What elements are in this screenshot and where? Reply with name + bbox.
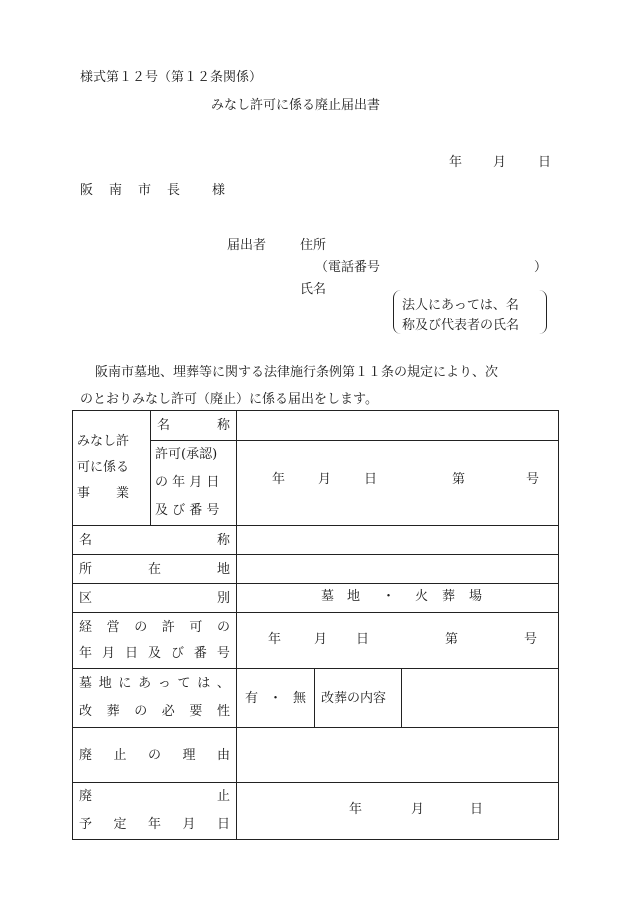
form-number: 様式第１２号（第１２条関係） bbox=[80, 70, 263, 85]
applicant-label: 届出者 bbox=[227, 238, 267, 253]
corp-note-line1: 法人にあっては、名 bbox=[402, 298, 519, 313]
name-label: 氏名 bbox=[300, 282, 327, 297]
phone-close-label: ） bbox=[534, 260, 548, 275]
name-field[interactable] bbox=[237, 526, 559, 555]
reburial-necessity-field bbox=[237, 669, 559, 728]
management-permit-label: 経 営 の 許 可 の 年 月 日 及 び 番 号 bbox=[73, 613, 237, 669]
abolition-reason-label: 廃 止 の 理 由 bbox=[73, 728, 237, 783]
business-name-label: 名 称 bbox=[151, 411, 237, 441]
planned-date-label: 廃 止 予 定 年 月 日 bbox=[73, 783, 237, 840]
yes-no-choice[interactable]: 有 ・ 無 bbox=[237, 669, 315, 727]
planned-date-field[interactable]: 年 月 日 bbox=[237, 783, 559, 840]
corp-note-line2: 称及び代表者の氏名 bbox=[402, 318, 520, 333]
abolition-reason-field[interactable] bbox=[237, 728, 559, 783]
class-row-label: 区 別 bbox=[73, 584, 237, 613]
date-month-label: 月 bbox=[493, 155, 507, 170]
location-row-label: 所 在 地 bbox=[73, 555, 237, 584]
reburial-content-label: 改葬の内容 bbox=[315, 669, 402, 727]
reburial-content-field[interactable] bbox=[402, 669, 558, 727]
class-field[interactable]: 墓 地 ・ 火 葬 場 bbox=[237, 584, 559, 613]
management-permit-field[interactable]: 年 月 日 第 号 bbox=[237, 613, 559, 669]
body-line-1: 阪南市墓地、埋葬等に関する法律施行条例第１１条の規定により、次 bbox=[95, 365, 499, 380]
name-row-label: 名 称 bbox=[73, 526, 237, 555]
page-title: みなし許可に係る廃止届出書 bbox=[211, 98, 381, 113]
location-field[interactable] bbox=[237, 555, 559, 584]
business-group-label: みなし許 可に係る 事 業 bbox=[73, 411, 151, 526]
reburial-necessity-label: 墓 地 に あ っ て は 、 改 葬 の 必 要 性 bbox=[73, 669, 237, 728]
phone-open-label: （電話番号 bbox=[315, 260, 381, 275]
permit-date-number-label: 許可(承認) の 年 月 日 及 び 番 号 bbox=[151, 441, 237, 526]
date-day-label: 日 bbox=[538, 155, 552, 170]
body-line-2: のとおりみなし許可（廃止）に係る届出をします。 bbox=[80, 392, 378, 407]
permit-date-number-field[interactable]: 年 月 日 第 号 bbox=[237, 441, 559, 526]
business-name-field[interactable] bbox=[237, 411, 559, 441]
notification-form-table bbox=[72, 410, 559, 840]
date-year-label: 年 bbox=[449, 155, 463, 170]
address-label: 住所 bbox=[300, 238, 327, 253]
